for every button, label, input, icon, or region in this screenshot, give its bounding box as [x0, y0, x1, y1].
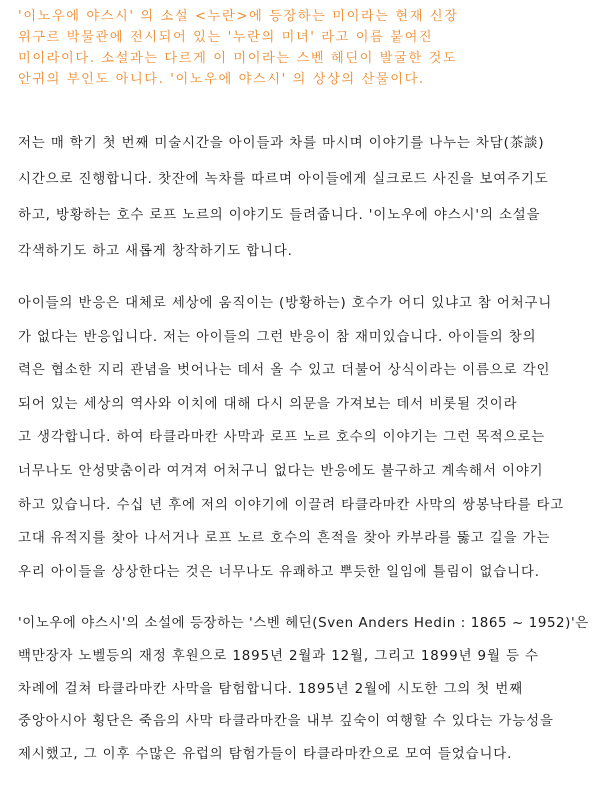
intro-note	[18, 6, 588, 90]
intro-note-line: '이노우에 야스시' 의 소설 <누란>에 등장하는 미이라는 현재 신장	[18, 9, 459, 24]
intro-note-line: 위구르 박물관에 전시되어 있는 '누란의 미녀' 라고 이름 붙여진	[18, 30, 434, 45]
paragraph-line: 아이들의 반응은 대체로 세상에 움직이는 (방황하는) 호수가 어디 있냐고 참 어처구니	[18, 296, 553, 311]
paragraph-line: 차례에 걸쳐 타클라마칸 사막을 탐험합니다. 1895년 2월에 시도한 그의 첫 번째	[18, 681, 524, 697]
paragraph-line: 하고 있습니다. 수십 년 후에 저의 이야기에 이끌려 타클라마칸 사막의 쌍봉낙타를 타고	[18, 497, 565, 513]
paragraph-line: 우리 아이들을 상상한다는 것은 너무나도 유쾌하고 뿌듯한 일임에 틀림이 없습니다.	[18, 564, 540, 580]
paragraph-line: 되어 있는 세상의 역사와 이치에 대해 다시 의문을 가져보는 데서 비롯될 것이라	[18, 396, 518, 412]
paragraph-line: 하고, 방황하는 호수 로프 노르의 이야기도 들려줍니다. '이노우에 야스시'의 소설을	[18, 208, 541, 223]
paragraph-line: 고 생각합니다. 하여 타클라마칸 사막과 로프 노르 호수의 이야기는 그런 목적으로는	[18, 430, 546, 446]
paragraph-tea-talk	[18, 126, 592, 270]
paragraph-line: '이노우에 야스시'의 소설에 등장하는 '스벤 헤딘(Sven Anders Hedin : 1865 ~ 1952)'은	[18, 616, 589, 631]
paragraph-line: 고대 유적지를 찾아 나서거나 로프 노르 호수의 흔적을 찾아 카부라를 뚫고 길을 가는	[18, 531, 551, 547]
intro-note-line: 미이라이다. 소설과는 다르게 이 미이라는 스벤 헤딘이 발굴한 것도	[18, 51, 458, 66]
paragraph-line: 너무나도 안성맞춤이라 여겨져 어처구니 없다는 반응에도 불구하고 계속해서 이야기	[18, 463, 544, 479]
paragraph-line: 력은 협소한 지리 관념을 벗어나는 데서 올 수 있고 더불어 상식이라는 이름으로 각인	[18, 363, 551, 379]
paragraph-line: 중앙아시아 횡단은 죽음의 사막 타클라마칸을 내부 깊숙이 여행할 수 있다는 가능성을	[18, 714, 554, 730]
paragraph-line: 백만장자 노벨등의 재정 후원으로 1895년 2월과 12월, 그리고 1899년 9월 등 수	[18, 648, 539, 664]
paragraph-line: 제시했고, 그 이후 수많은 유럽의 탐험가들이 타클라마칸으로 모여 들었습니다.	[18, 747, 513, 763]
paragraph-line: 각색하기도 하고 새롭게 창작하기도 합니다.	[18, 244, 293, 259]
paragraph-line: 저는 매 학기 첫 번째 미술시간을 아이들과 차를 마시며 이야기를 나누는 차담(茶談)	[18, 136, 545, 151]
paragraph-sven-hedin	[18, 608, 592, 772]
paragraph-line: 가 없다는 반응입니다. 저는 아이들의 그런 반응이 참 재미있습니다. 아이들의 창의	[18, 329, 537, 345]
paragraph-line: 시간으로 진행합니다. 찻잔에 녹차를 따르며 아이들에게 실크로드 사진을 보여주기도	[18, 172, 549, 187]
intro-note-line: 안귀의 부인도 아니다. '이노우에 야스시' 의 상상의 산물이다.	[18, 72, 425, 87]
paragraph-children-reaction	[18, 287, 592, 589]
